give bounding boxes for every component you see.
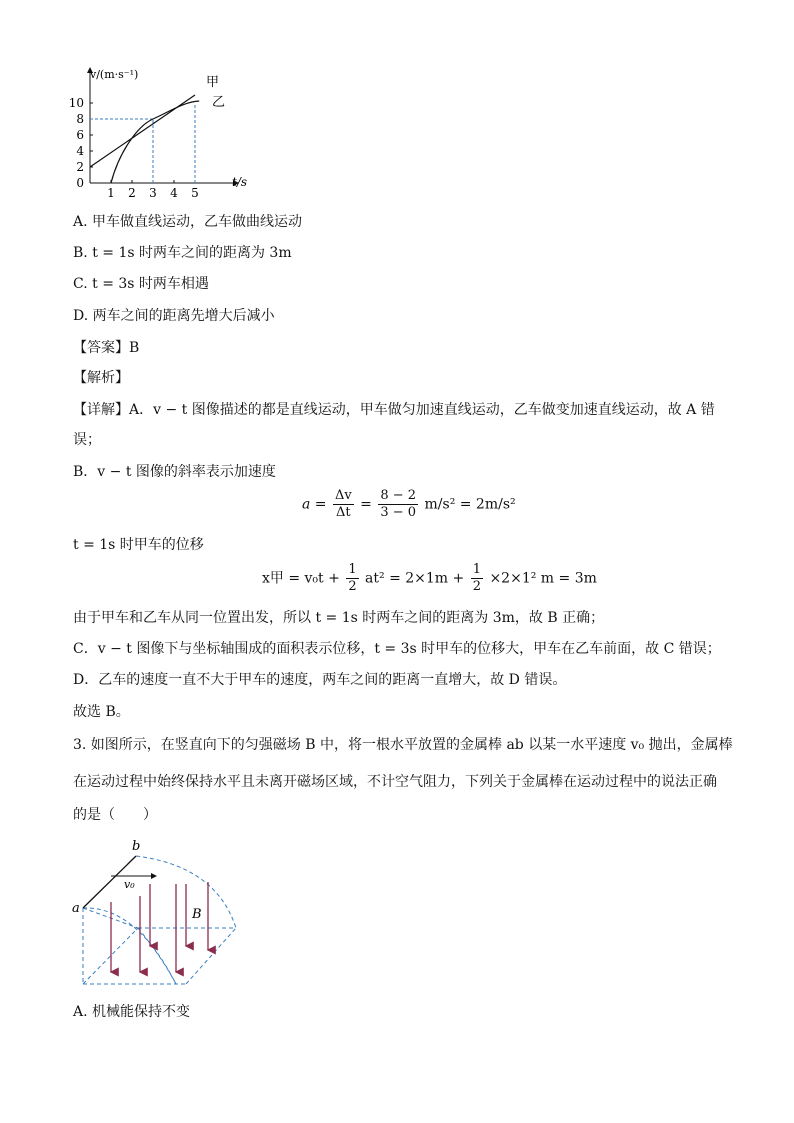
curve-label-jia: 甲	[206, 75, 220, 90]
magnetic-field-figure	[66, 836, 246, 996]
q2-option-a: A. 甲车做直线运动，乙车做曲线运动	[73, 214, 303, 230]
label-field-B: B	[192, 907, 202, 922]
detail-b-conclusion: 由于甲车和乙车从同一位置出发，所以 t = 1s 时两车之间的距离为 3m，故 B 正确；	[73, 610, 605, 626]
y-tick-label: 6	[76, 128, 84, 142]
answer: 【答案】B	[73, 340, 140, 356]
q3-line2: 在运动过程中始终保持水平且未离开磁场区域，不计空气阻力，下列关于金属棒在运动过程中的说法正确	[73, 774, 717, 790]
label-a: a	[72, 901, 80, 916]
eq1-lhs: a =	[302, 496, 327, 513]
equation-acceleration	[302, 488, 516, 521]
eq1-frac2-num: 8 − 2	[380, 488, 417, 503]
eq2-rest: ×2×1² m = 3m	[489, 570, 597, 587]
analysis-title: 【解析】	[73, 370, 129, 386]
eq1-frac1-den: Δt	[336, 505, 351, 520]
x-tick-label: 4	[170, 186, 178, 200]
q3-line3: 的是（ ）	[73, 807, 157, 823]
vt-graph	[60, 62, 260, 200]
eq2-frac1-den: 2	[348, 579, 357, 594]
y-axis-label: v/(m·s⁻¹)	[90, 68, 139, 81]
label-b: b	[132, 839, 141, 854]
x-tick-label: 1	[107, 186, 115, 200]
detail-b-t1: t = 1s 时甲车的位移	[73, 537, 204, 553]
eq2-frac2-num: 1	[472, 562, 481, 577]
detail-c: C．v − t 图像下与坐标轴围成的面积表示位移，t = 3s 时甲车的位移大，甲车在乙车前面，故 C 错误；	[73, 641, 721, 657]
eq2-frac2-den: 2	[472, 579, 481, 594]
equation-displacement	[262, 562, 597, 595]
x-tick-label: 5	[191, 186, 199, 200]
dashed-right-edge	[186, 928, 236, 984]
eq1-equals: =	[360, 496, 372, 513]
eq2-lhs: x甲 = v₀t +	[262, 570, 340, 587]
x-axis-label: t/s	[232, 175, 248, 189]
y-tick-label: 10	[68, 96, 84, 110]
detail-d: D．乙车的速度一直不大于甲车的速度，两车之间的距离一直增大，故 D 错误。	[73, 672, 567, 688]
eq1-rest: m/s² = 2m/s²	[424, 496, 516, 513]
choose-answer: 故选 B。	[73, 704, 130, 720]
eq1-frac2	[378, 488, 418, 521]
dashed-inner-arc	[138, 928, 176, 984]
dashed-mid-arc	[83, 908, 176, 984]
x-tick-label: 3	[149, 186, 157, 200]
series-yi-curve	[111, 101, 199, 183]
eq2-frac1-num: 1	[348, 562, 357, 577]
label-v0: v₀	[124, 878, 135, 891]
q3-line1: 3. 如图所示，在竖直向下的匀强磁场 B 中，将一根水平放置的金属棒 ab 以某一水平速度 v₀ 抛出，金属棒	[73, 737, 733, 753]
x-tick-label: 2	[128, 186, 136, 200]
q2-option-c: C. t = 3s 时两车相遇	[73, 276, 209, 292]
detail-a-line2: 误；	[73, 432, 101, 448]
y-tick-label: 8	[76, 112, 84, 126]
detail-a-line1: 【详解】A．v − t 图像描述的都是直线运动，甲车做匀加速直线运动，乙车做变加速直线运动，故 A 错	[73, 402, 715, 418]
eq1-frac2-den: 3 − 0	[380, 505, 417, 520]
eq2-frac2	[471, 562, 483, 595]
q2-option-d: D. 两车之间的距离先增大后减小	[73, 308, 275, 324]
q2-option-b: B. t = 1s 时两车之间的距离为 3m	[73, 245, 292, 261]
y-tick-label: 4	[76, 144, 84, 158]
detail-b-intro: B．v − t 图像的斜率表示加速度	[73, 464, 276, 480]
eq1-frac1-num: Δv	[334, 488, 352, 503]
eq2-frac1	[346, 562, 358, 595]
y-tick-label: 2	[76, 160, 84, 174]
y-tick-label: 0	[76, 176, 84, 190]
eq1-frac1	[333, 488, 354, 521]
curve-label-yi: 乙	[212, 95, 226, 110]
q3-option-a: A. 机械能保持不变	[73, 1004, 191, 1020]
eq2-mid: at² = 2×1m +	[365, 570, 465, 587]
